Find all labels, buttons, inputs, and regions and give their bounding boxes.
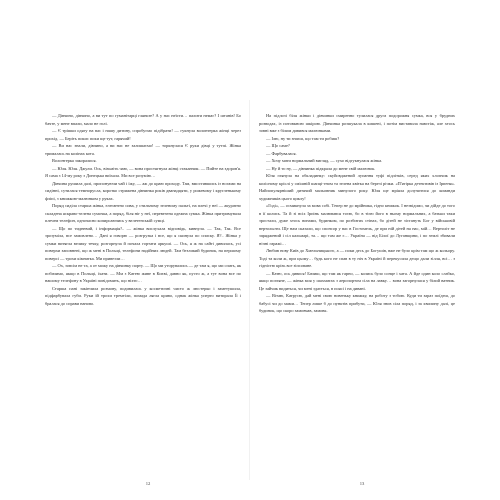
left-paragraph: Старша пані закінчила розмову, подивилась у косметичні чисто ж люстерко і заметушила, підфарбувала губи. Руки їй трохи тремтіли, помада лягла криво, однак жінка уперто витирала Її і бралася до справи наново. [45,285,241,306]
right-paragraph: — Катю, ось дивися! Бачиш, що там як гарно, — колись було сонце і хата. А йде один коло слабко, якщо погляне, — жінка моя у шахматах з аеропортом сіла на лавку… вона загорнулася у білий ватник. Це зайчик видиться, чи мені здається, в поясі і на дивані. [259,270,455,291]
left-paragraph: — Дівчино, дівчино, а ви тут по гуманітарці гляньте? А у нас неїсти… палити немає? І штанів! Бо бачте, у мене впали, мало не голі. [45,113,241,126]
left-paragraph: Поряд сиділа старша жінка, елегантно сива, у стильному зеленому пальті, на плечі у неї — акуратно складена яскраво-зелена сумочка, а поряд, біля ніг у неї, перевезена одежна сумка. Жінка притримувала плечем телефон, одночасно копирсаючись у велетенській сумці. [45,203,241,223]
right-paragraph: — Вітаю, Катрусю, дай мені свою новеньку книжку, на роботу з тобою. Куди ти зараз поїдеш, до бабусі чи до мами… Тепер лише б до пунктів прибути, — Юля знов сіла поряд, і за хвилину далі, це будинок, що скоро замовчав, замовк. [259,293,455,313]
left-page [45,112,241,467]
right-paragraph: — Ну й то ну, — дівчинка підкрала до мене свій малюнок. [266,165,376,171]
book-gutter [249,100,250,480]
right-paragraph: Юля глянула на обкладинку: скуйовджений лупання туфі підлітків, серед яких хлопчик на колісному кріслі у смішній шапці-гном та зелена квітка на березі річки. «П'ятірка детективів із Ірпеня». Найпопулярніший дитячий мальовник минулого року. Юля ще мріяла долучитися до команди художників цього циклу! [259,173,455,201]
right-page [259,112,455,467]
right-paragraph: На підлозі біля жінки і дівчинки смиренно тулилася друга подорожня сумка, вся у брудних розводах, із потовкною шкірою. Дівчинка розшукала в кишені, і потім виставила навстіж, але хтось зовні вже з білим дивився малюнками. [259,113,455,133]
right-paragraph: — Що саме? [266,143,290,148]
left-paragraph: — Ох, зовсім не та, а от можу на дівчинку порту. — Що ми уторувались — де там я, що ми спать, як побачимо, якщо в Польщі, їхати. — Мм з Катею живе в Києві, давно як, пусто ж, а тут вона все по нашому телефону в Україні повідомить, що ніхто… [45,263,241,283]
page-number-right: 13 [359,481,365,486]
page-number-left: 12 [145,481,151,486]
right-paragraph: «Годі», — осмикнула за мова собі. Тепер не до мрійника, гідно книжок. І незвідомо, чи дійде до того в її колись. Та й зі всіх Ірпінь малювався тоєю, бо в тією його в ньому нормальних, а батьки таки зростали, дуже хтось вонами, будинком, по розбитих стінах, бо дітей не зістануть Бог у військовій вертольоти. Ще нам сказали, що спонсор у вас в Гостомель, де при ній дітей на нас, мій… Вертоліт не заряджений і сіл кальмарі, та… що там же є… Україна — від Білої до Луганщини, і по землі збивали нічні гаражі… [259,203,455,246]
left-paragraph: Волонтерка закоралися. [52,158,97,163]
left-paragraph: Дівчина рушила далі, пропонуючи чай і їжу, — аж до краю проходу. Там, вмостившись із ногами на сидінні, сутилася темнорусла, коротко стрижена дівчинка років дванадцяти, у рожевому і кругленькому фліпі, з книжкою-малюнком у руках. [45,180,241,201]
left-paragraph: — Ви нас знали, дівчино, а ви нас не залишаємо! — торкнулася Є руки дівці у тутпі. Жінка трималась на колінах кота. [45,143,241,156]
right-paragraph: — Фарбувалася. [266,150,297,156]
left-paragraph: — Юля. Юля. Джули. Ось, візьміть чаю, — вона простягнула жінці стаканчик. — Пийте на здоров'я. Я сама з 14-му року з Донецька виїхала. Ми все розумію… [45,165,241,178]
right-paragraph: — Ілю, ну ти знаєш, що там ти робиш? [266,135,340,141]
right-paragraph: Любив нову Київ до Хмельницького, а — поки десь до Богушів, вже не було крім там що ж кольору. Тоді та коли ж, при цьому… будь кого не спав в ту ніч в Україні й перекусила дещо дали зілля, всі… з гідністю крізь все зіпсоване. [259,248,455,268]
left-paragraph: — Є трішки одягу на вас і нашу дитину, спробуємо підібрати! — гукнула волонтерка жінці через прохід. — Беріть покис поки ще тут, гарячий! [45,128,241,141]
right-paragraph: — Хочу мати нормальний вигляд, — сухо відгукнулася жінка. [266,158,383,163]
left-paragraph: — Що по тидневий, і інформація?.. — жінка вислухала відповідь, кивнула. — Так, Так. Все зрозуміла, все замовлено… Дані я говорю — розгрузка і все, що я скинула по списку. Я?.. Жінка у сумки витягла велику течку, розгорнула й почала гортати аркуші. — Ось, я ж на сайті дивилась, усі поверхи заповнені, що ж мені в Польщі, телефони надійних людей. Там безликий будинок, на першому поверсі — трохи кімнатка. Ми привезли… [45,225,241,261]
